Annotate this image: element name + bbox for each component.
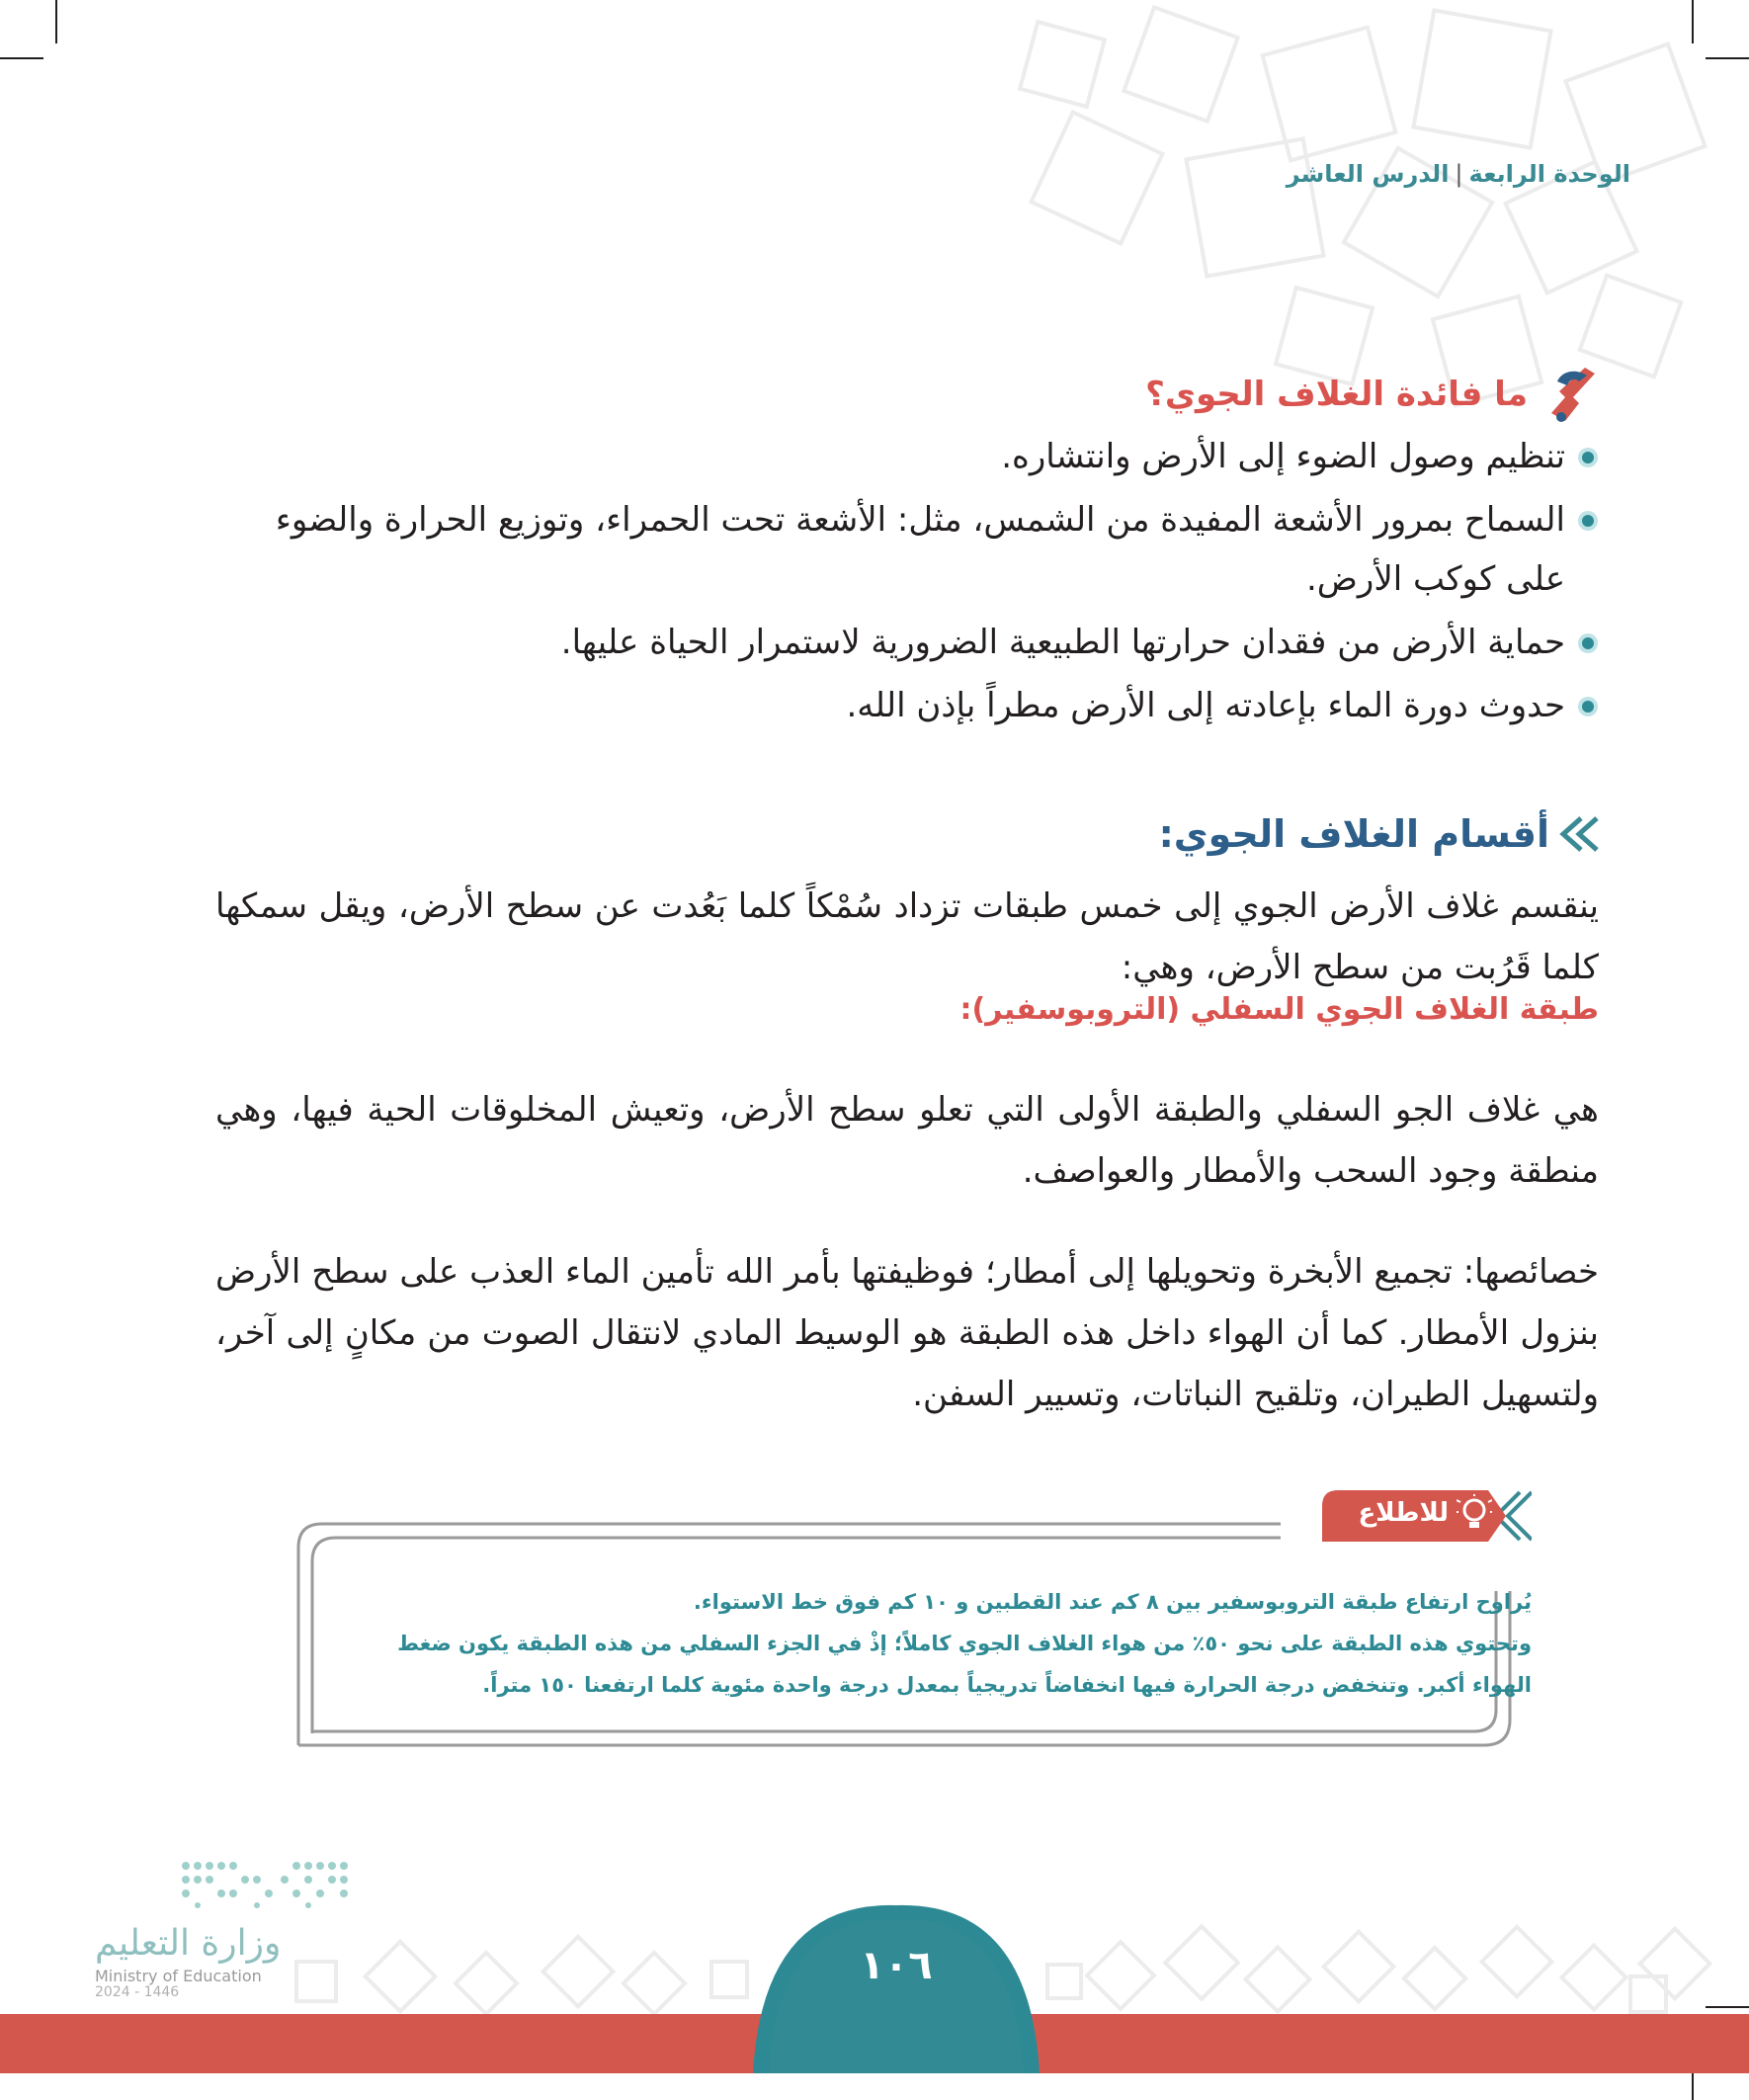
bullet-icon	[1577, 696, 1599, 717]
troposphere-properties: خصائصها: تجميع الأبخرة وتحويلها إلى أمطار؛ فوظيفتها بأمر الله تأمين الماء العذب على سطح الأرض بنزول الأمطار. كما أن الهواء داخل هذه الطبقة هو الوسيط المادي لانتقال الصوت من مكانٍ إلى آخر، ولتسهيل الطيران، وتلقيح النباتات، وتسيير السفن.	[215, 1252, 1599, 1414]
troposphere-description: هي غلاف الجو السفلي والطبقة الأولى التي تعلو سطح الأرض، وتعيش المخلوقات الحية فيها، وهي منطقة وجود السحب والأمطار والعواصف.	[215, 1090, 1599, 1191]
double-chevron-icon	[1555, 814, 1599, 854]
benefits-list	[215, 427, 1599, 739]
benefit-text: حماية الأرض من فقدان حرارتها الطبيعية الضرورية لاستمرار الحياة عليها.	[560, 623, 1565, 662]
question-mark-icon	[1545, 364, 1599, 425]
benefit-text: السماح بمرور الأشعة المفيدة من الشمس، مثل: الأشعة تحت الحمراء، وتوزيع الحرارة والضوء على كوكب الأرض.	[275, 500, 1565, 599]
unit-label: الوحدة الرابعة	[1468, 160, 1630, 188]
page-header	[1287, 160, 1630, 188]
benefit-text: تنظيم وصول الضوء إلى الأرض وانتشاره.	[1001, 437, 1565, 476]
lightbulb-icon	[1457, 1494, 1492, 1534]
question-heading	[1145, 364, 1599, 425]
list-item	[215, 490, 1599, 609]
crop-mark	[1692, 0, 1694, 43]
info-line-1: يُراوح ارتفاع طبقة التروبوسفير بين ٨ كم عند القطبين و ١٠ كم فوق خط الاستواء.	[693, 1590, 1532, 1614]
sections-heading	[1159, 812, 1599, 856]
logo-dots-icon	[178, 1858, 352, 1909]
info-badge-label: للاطلاع	[1358, 1498, 1449, 1528]
header-separator: |	[1455, 160, 1463, 188]
ministry-name-en: Ministry of Education	[95, 1967, 262, 1985]
crop-mark	[1706, 2006, 1749, 2008]
sections-title: أقسام الغلاف الجوي:	[1158, 812, 1549, 856]
info-text	[336, 1581, 1532, 1706]
list-item	[215, 427, 1599, 486]
sections-intro: ينقسم غلاف الأرض الجوي إلى خمس طبقات تزداد سُمْكاً كلما بَعُدت عن سطح الأرض، ويقل سمكها كلما قَرُبت من سطح الأرض، وهي:	[215, 886, 1599, 987]
ministry-name-ar: وزارة التعليم	[95, 1923, 282, 1964]
info-badge	[1314, 1484, 1532, 1548]
lesson-label: الدرس العاشر	[1286, 160, 1450, 188]
list-item	[215, 613, 1599, 672]
benefit-text: حدوث دورة الماء بإعادته إلى الأرض مطراً بإذن الله.	[846, 686, 1565, 725]
info-line-2: وتحتوي هذه الطبقة على نحو ٥٠٪ من هواء الغلاف الجوي كاملاً؛ إذْ في الجزء السفلي من هذه الطبقة يكون ضغط الهواء أكبر. وتنخفض درجة الحرارة فيها انخفاضاً تدريجياً بمعدل درجة واحدة مئوية كلما ارتفعنا ١٥٠ متراً.	[397, 1632, 1532, 1697]
list-item	[215, 676, 1599, 735]
bullet-icon	[1577, 632, 1599, 654]
bullet-icon	[1577, 510, 1599, 532]
edition-year: 2024 - 1446	[95, 1984, 180, 2000]
troposphere-title: طبقة الغلاف الجوي السفلي (التروبوسفير):	[959, 992, 1599, 1027]
crop-mark	[1706, 57, 1749, 59]
bullet-icon	[1577, 447, 1599, 468]
page-number: ١٠٦	[860, 1943, 933, 1988]
crop-mark	[55, 0, 57, 43]
crop-mark	[0, 57, 43, 59]
ministry-logo	[95, 1858, 352, 2006]
question-title: ما فائدة الغلاف الجوي؟	[1145, 375, 1528, 414]
